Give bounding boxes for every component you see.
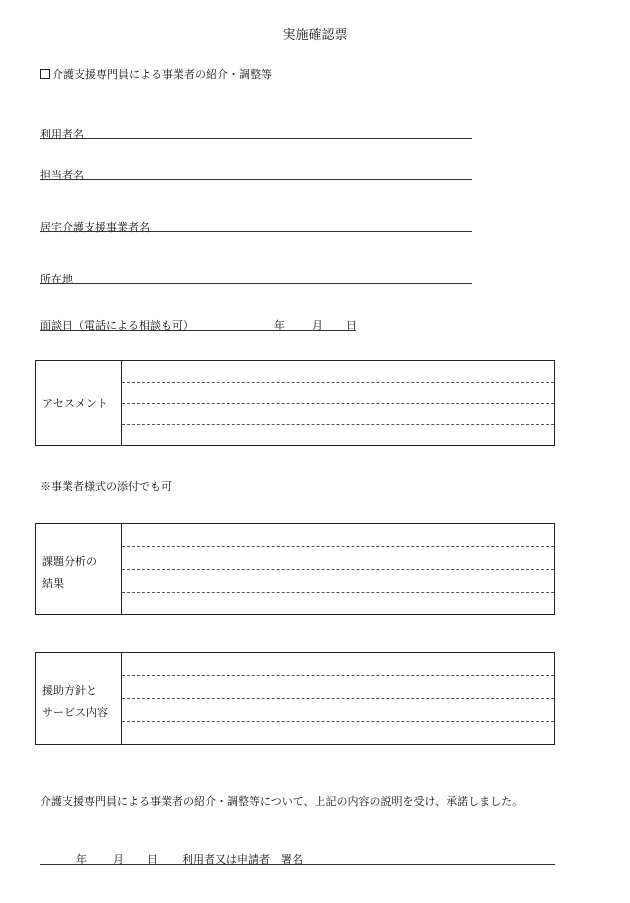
signature-label: 利用者又は申請者 署名 xyxy=(182,853,303,866)
interview-date-label: 面談日（電話による相談も可） xyxy=(40,319,194,332)
assessment-label: アセスメント xyxy=(42,397,108,410)
assessment-line-1[interactable] xyxy=(122,382,554,383)
checkbox-row xyxy=(40,66,272,82)
policy-box xyxy=(35,652,555,745)
staff-name-line[interactable] xyxy=(40,179,472,180)
analysis-box xyxy=(35,523,555,615)
analysis-line-3[interactable] xyxy=(122,592,554,593)
policy-label-line2: サービス内容 xyxy=(42,706,108,719)
signature-year-label: 年 xyxy=(76,853,87,866)
policy-line-1[interactable] xyxy=(122,675,554,676)
consent-text: 介護支援専門員による事業者の紹介・調整等について、上記の内容の説明を受け、承諾しました。 xyxy=(40,795,524,808)
analysis-label-line2: 結果 xyxy=(42,577,64,590)
analysis-label-line1: 課題分析の xyxy=(42,555,97,568)
policy-label-line1: 援助方針と xyxy=(42,684,97,697)
address-line[interactable] xyxy=(40,283,472,284)
document-title: 実施確認票 xyxy=(282,28,348,43)
assessment-line-3[interactable] xyxy=(122,424,554,425)
policy-line-3[interactable] xyxy=(122,721,554,722)
business-name-line[interactable] xyxy=(40,231,472,232)
assessment-line-2[interactable] xyxy=(122,403,554,404)
signature-day-label: 日 xyxy=(147,853,158,866)
business-name-label: 居宅介護支援事業者名 xyxy=(40,221,150,234)
assessment-note: ※事業者様式の添付でも可 xyxy=(40,480,172,493)
user-name-line[interactable] xyxy=(40,138,472,139)
policy-line-2[interactable] xyxy=(122,698,554,699)
interview-month-label: 月 xyxy=(312,319,323,332)
checkbox[interactable] xyxy=(40,69,50,79)
staff-name-label: 担当者名 xyxy=(40,169,84,182)
signature-month-label: 月 xyxy=(113,853,124,866)
user-name-label: 利用者名 xyxy=(40,128,84,141)
interview-day-label: 日 xyxy=(346,319,357,332)
interview-date-line[interactable] xyxy=(40,330,356,331)
signature-line[interactable] xyxy=(40,864,555,865)
analysis-line-1[interactable] xyxy=(122,546,554,547)
checkbox-label: 介護支援専門員による事業者の紹介・調整等 xyxy=(52,68,272,81)
assessment-box xyxy=(35,360,555,446)
address-label: 所在地 xyxy=(40,273,73,286)
analysis-line-2[interactable] xyxy=(122,569,554,570)
interview-year-label: 年 xyxy=(274,319,285,332)
